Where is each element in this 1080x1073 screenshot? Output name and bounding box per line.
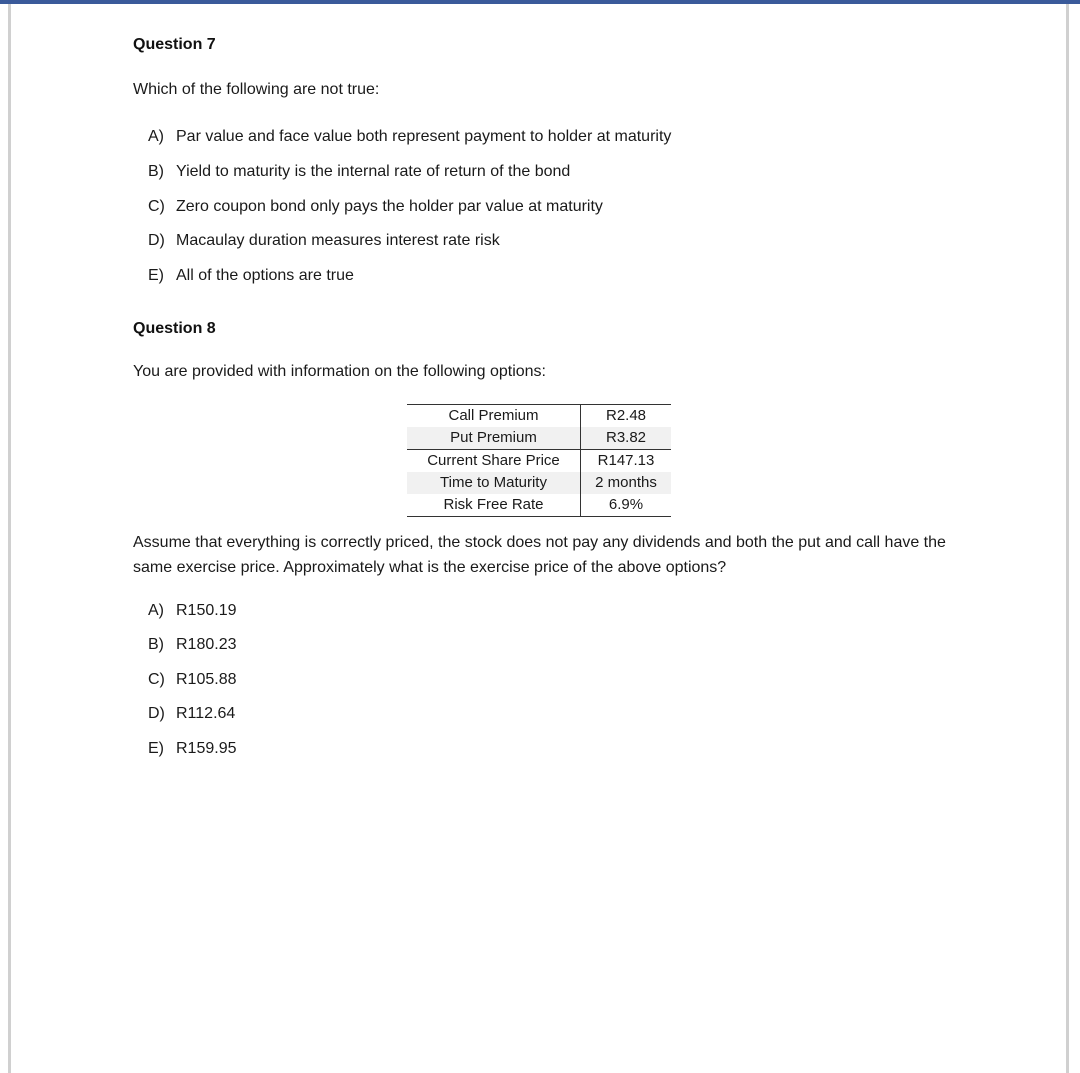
option-letter: A) (148, 128, 164, 145)
question-8-stem: Assume that everything is correctly priced, the stock does not pay any dividends and both the put and call have the same exercise price. Approximately what is the exercise price of the above options? (133, 534, 946, 576)
option-text: R150.19 (176, 602, 237, 619)
question-8-option-a (148, 602, 237, 620)
table-row (407, 427, 671, 450)
question-8-option-e (148, 740, 237, 758)
question-8-option-c (148, 671, 237, 689)
table-value-cell: R2.48 (581, 405, 672, 428)
table-label-cell: Current Share Price (407, 450, 581, 473)
option-letter: D) (148, 705, 165, 722)
option-letter: C) (148, 198, 165, 215)
page-right-border (1066, 4, 1069, 1073)
top-accent-bar (0, 0, 1080, 4)
question-7-option-d (148, 232, 500, 250)
question-7-option-a (148, 128, 671, 146)
table-label-cell: Put Premium (407, 427, 581, 450)
table-label-cell: Risk Free Rate (407, 494, 581, 517)
table-row (407, 450, 671, 473)
page-left-border (8, 4, 11, 1073)
option-text: Yield to maturity is the internal rate of return of the bond (176, 163, 571, 180)
option-text: R180.23 (176, 636, 237, 653)
question-7-stem: Which of the following are not true: (133, 81, 380, 98)
option-letter: E) (148, 740, 164, 757)
option-letter: B) (148, 636, 164, 653)
table-row (407, 405, 671, 428)
option-text: R159.95 (176, 740, 237, 757)
question-8-heading: Question 8 (133, 320, 216, 337)
question-7-option-b (148, 163, 570, 181)
table-row (407, 472, 671, 494)
question-8-intro: You are provided with information on the following options: (133, 363, 546, 380)
option-letter: B) (148, 163, 164, 180)
question-8-option-d (148, 705, 235, 723)
table-value-cell: R147.13 (597, 452, 655, 469)
table-row (407, 494, 671, 517)
question-7-heading: Question 7 (133, 36, 216, 53)
option-letter: E) (148, 267, 164, 284)
question-8-option-b (148, 636, 237, 654)
table-label-cell: Call Premium (407, 405, 581, 428)
option-text: R105.88 (176, 671, 237, 688)
option-letter: A) (148, 602, 164, 619)
table-value-cell: 2 months (581, 472, 672, 494)
table-value-cell: 6.9% (581, 494, 672, 517)
table-label-cell: Time to Maturity (407, 472, 581, 494)
option-text: Par value and face value both represent payment to holder at maturity (176, 128, 672, 145)
question-7-option-e (148, 267, 354, 285)
option-letter: C) (148, 671, 165, 688)
option-text: Macaulay duration measures interest rate risk (176, 232, 500, 249)
option-letter: D) (148, 232, 165, 249)
table-value-cell: R3.82 (581, 427, 672, 450)
options-info-table (407, 404, 671, 517)
option-text: Zero coupon bond only pays the holder par value at maturity (176, 198, 603, 215)
option-text: R112.64 (176, 705, 236, 722)
option-text: All of the options are true (176, 267, 354, 284)
question-7-option-c (148, 198, 603, 216)
